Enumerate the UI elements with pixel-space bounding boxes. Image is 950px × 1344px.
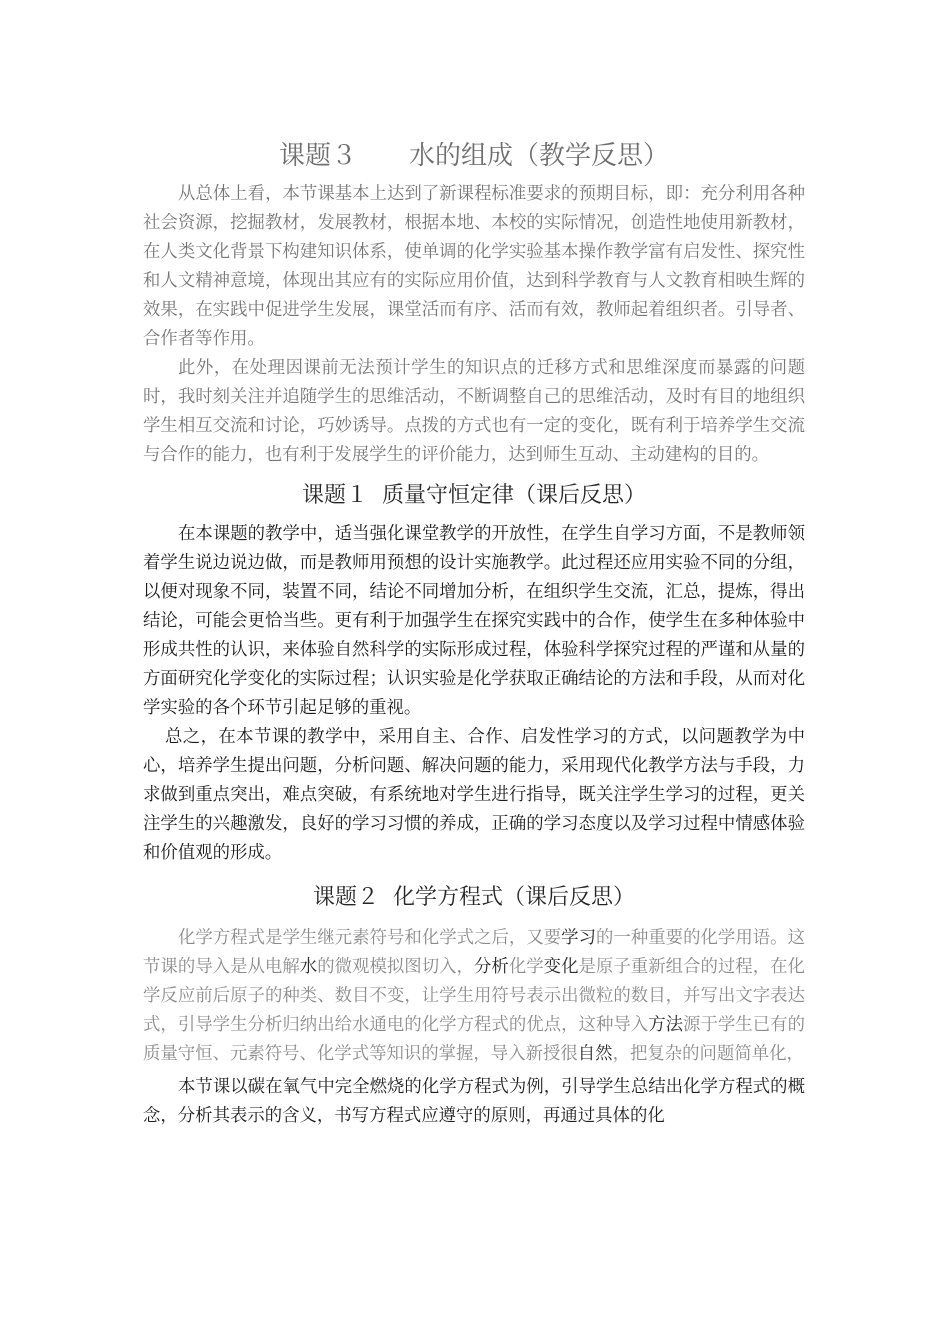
page-title: 课题３ 水的组成（教学反思） bbox=[278, 141, 669, 171]
section3-heading: 课题２ 化学方程式（课后反思） bbox=[313, 885, 635, 910]
keyword-link: 变化 bbox=[543, 957, 579, 977]
text-run: 化学方程式是学生继元素符号和化学式之后，又要 bbox=[178, 928, 562, 948]
keyword-link: 方法 bbox=[648, 1015, 684, 1035]
section3-paragraph-2: 本节课以碳在氧气中完全燃烧的化学方程式为例，引导学生总结出化学方程式的概念，分析其表示的含义，书写方程式应遵守的原则，再通过具体的化 bbox=[143, 1077, 805, 1126]
text-run: 化学 bbox=[508, 957, 544, 977]
text-run: 是原子重新组合的过程，在化学反应前后原子的种类、数目不变，让学生用符号表示出微粒的数目，并写出文字表达式，引导学生分析归纳出给水通电的化学方程式的优点，这种导入 bbox=[143, 957, 805, 1035]
section1-paragraph-2: 此外，在处理因课前无法预计学生的知识点的迁移方式和思维深度而暴露的问题时，我时刻关注并追随学生的思维活动，不断调整自己的思维活动，及时有目的地组织学生相互交流和讨论，巧妙诱导。点拨的方式也有一定的变化，既有利于培养学生交流与合作的能力，也有利于发展学生的评价能力，达到师生互动、主动建构的目的。 bbox=[143, 358, 805, 465]
keyword-link: 水 bbox=[299, 957, 318, 977]
text-run: 的一种重要的化学用语。这节课的导入是从电解 bbox=[143, 928, 805, 977]
section3-paragraph-1 bbox=[143, 924, 805, 1069]
section2-paragraph-2: 总之，在本节课的教学中，采用自主、合作、启发性学习的方式，以问题教学为中心，培养学生提出问题，分析问题、解决问题的能力，采用现代化教学方法与手段，力求做到重点突出，难点突破，有系统地对学生进行指导，既关注学生学习的过程，更关注学生的兴趣激发，良好的学习习惯的养成，正确的学习态度以及学习过程中情感体验和价值观的形成。 bbox=[143, 727, 805, 863]
keyword-link: 学习 bbox=[561, 928, 596, 948]
keyword-link: 分析 bbox=[473, 957, 509, 977]
text-run: ，把复杂的问题简单化， bbox=[612, 1044, 804, 1064]
section2-paragraph-1: 在本课题的教学中，适当强化课堂教学的开放性，在学生自学习方面，不是教师领着学生说边说边做，而是教师用预想的设计实施教学。此过程还应用实验不同的分组，以便对现象不同，装置不同，结论不同增加分析，在组织学生交流，汇总，提炼，得出结论，可能会更恰当些。更有利于加强学生在探究实践中的合作，使学生在多种体验中形成共性的认识，来体验自然科学的实际形成过程，体验科学探究过程的严谨和从量的方面研究化学变化的实际过程；认识实验是化学获取正确结论的方法和手段，从而对化学实验的各个环节引起足够的重视。 bbox=[143, 524, 805, 718]
text-run: 的微观模拟图切入， bbox=[317, 957, 474, 977]
text-run: 源于学生已有的质量守恒、元素符号、化学式等知识的掌握，导入新授很 bbox=[143, 1015, 805, 1064]
document-body bbox=[143, 134, 805, 1131]
keyword-link: 自然 bbox=[577, 1044, 613, 1064]
section2-heading: 课题１ 质量守恒定律（课后反思） bbox=[302, 483, 646, 508]
section1-paragraph-1: 从总体上看，本节课基本上达到了新课程标准要求的预期目标，即：充分利用各种社会资源，挖掘教材，发展教材，根据本地、本校的实际情况，创造性地使用新教材，在人类文化背景下构建知识体系，使单调的化学实验基本操作教学富有启发性、探究性和人文精神意境，体现出其应有的实际应用价值，达到科学教育与人文教育相映生辉的效果，在实践中促进学生发展，课堂活而有序、活而有效，教师起着组织者。引导者、合作者等作用。 bbox=[143, 184, 805, 349]
